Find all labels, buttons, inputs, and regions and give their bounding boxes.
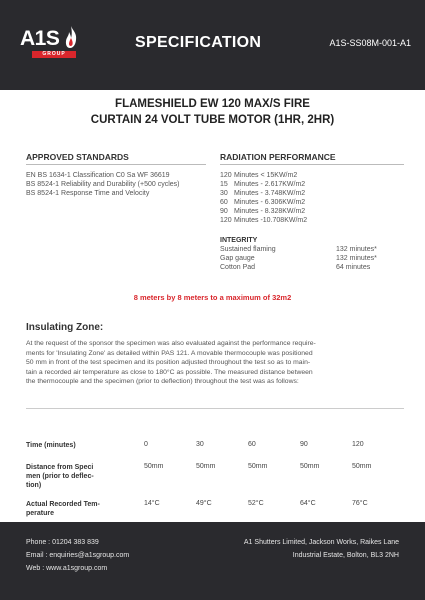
radiation-item: 120 Minutes < 15KW/m2 (220, 172, 298, 179)
radiation-heading: RADIATION PERFORMANCE (220, 152, 336, 162)
standard-item: BS 8524-1 Response Time and Velocity (26, 190, 150, 197)
approved-standards-list (26, 171, 231, 198)
document-title-line2: CURTAIN 24 VOLT TUBE MOTOR (1HR, 2HR) (90, 114, 335, 126)
insulating-zone-text: At the request of the sponsor the specimen was also evaluated against the performance require- ments for 'Insulating Zone' as detailed within PAS 121. A movable thermocouple was positioned 50 mm in front of the test specimen and its position adjusted throughout the test so as to main- tain a recorded air temperature as close to 180°C as possible. The measured distance between the thermocouple and the specimen (prior to deflection) throughout the test was as follows: (26, 340, 316, 385)
logo-text: A1S (20, 27, 60, 50)
document-code: A1S-SS08M-001-A1 (329, 38, 411, 48)
integrity-list (220, 245, 410, 272)
standard-item: EN BS 1634-1 Classification C0 Sa WF 36619 (26, 172, 170, 179)
header-title: SPECIFICATION (135, 34, 262, 51)
company-logo (20, 25, 84, 61)
document-title-line1: FLAMESHIELD EW 120 MAX/S FIRE (115, 98, 310, 110)
document-title (0, 96, 425, 128)
radiation-item: 120 Minutes -10.708KW/m2 (220, 217, 308, 224)
footer-address-line1: A1 Shutters Limited, Jackson Works, Raikes Lane (243, 539, 399, 546)
radiation-item: 60 Minutes - 6.306KW/m2 (220, 199, 306, 206)
footer-bar (0, 522, 425, 600)
approved-standards-divider (26, 164, 206, 165)
radiation-item: 15 Minutes - 2.617KW/m2 (220, 181, 306, 188)
flame-icon (64, 25, 78, 49)
insulating-zone-heading: Insulating Zone: (26, 322, 104, 333)
integrity-heading: INTEGRITY (220, 237, 258, 244)
radiation-divider (220, 164, 404, 165)
header-bar (0, 0, 425, 90)
footer-phone: Phone : 01204 383 839 (26, 539, 99, 546)
footer-web[interactable]: Web : www.a1sgroup.com (26, 565, 108, 572)
footer-address-line2: Industrial Estate, Bolton, BL3 2NH (292, 552, 399, 559)
integrity-row: Gap gauge 132 minutes* (220, 255, 377, 262)
table-divider (26, 408, 404, 409)
radiation-list (220, 171, 410, 225)
footer-email[interactable]: Email : enquiries@a1sgroup.com (26, 552, 130, 559)
standard-item: BS 8524-1 Reliability and Durability (+500 cycles) (26, 181, 180, 188)
integrity-row: Cotton Pad 64 minutes (220, 264, 371, 271)
radiation-item: 30 Minutes - 3.748KW/m2 (220, 190, 306, 197)
radiation-item: 90 Minutes - 8.328KW/m2 (220, 208, 306, 215)
size-limit-note: 8 meters by 8 meters to a maximum of 32m2 (133, 293, 292, 302)
integrity-row: Sustained flaming 132 minutes* (220, 246, 377, 253)
logo-group-badge: GROUP (32, 51, 76, 58)
approved-standards-heading: APPROVED STANDARDS (26, 152, 129, 162)
